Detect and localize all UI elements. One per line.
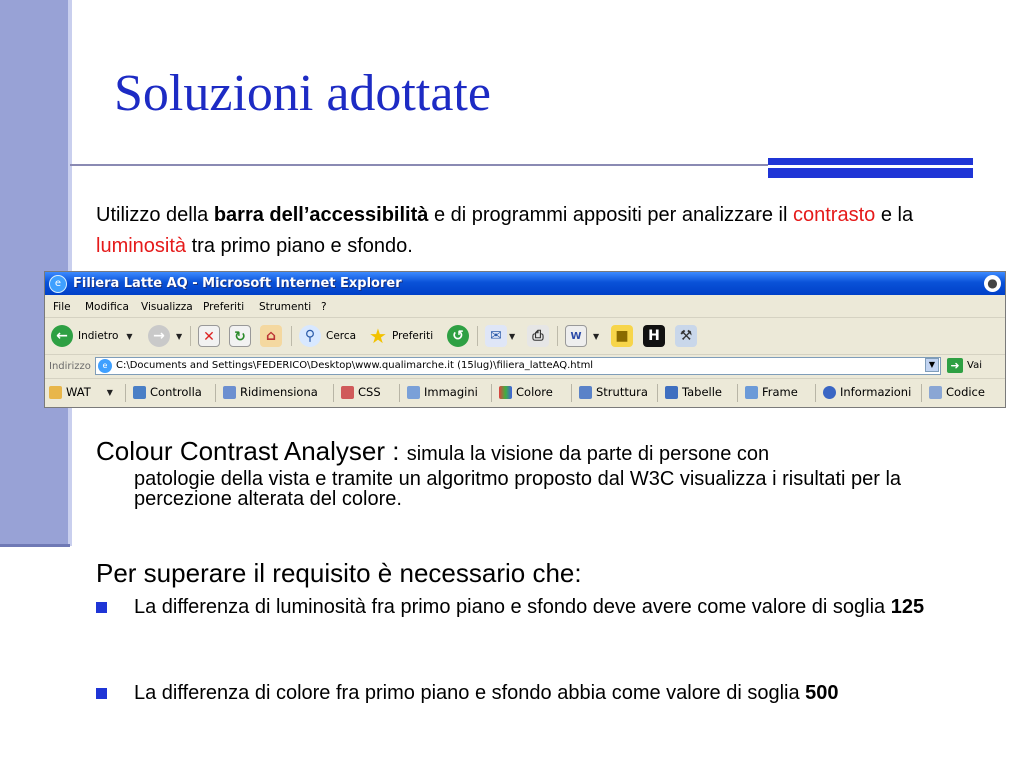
forward-arrow-icon: → (148, 325, 170, 347)
analyser-heading: Colour Contrast Analyser : (96, 436, 407, 466)
wat-toolbar (45, 379, 1005, 407)
wat-label: Tabelle (682, 385, 723, 399)
html-check-icon (133, 386, 146, 399)
intro-text: tra primo piano e sfondo. (186, 235, 413, 257)
go-label: Vai (967, 360, 982, 371)
chevron-down-icon: ▼ (176, 331, 183, 341)
menu-strumenti[interactable]: Strumenti (259, 301, 312, 313)
wat-icon (49, 386, 62, 399)
css-icon (341, 386, 354, 399)
title-rule-accent-lower (768, 168, 973, 178)
wat-tabelle-button[interactable] (665, 385, 722, 399)
requirement-heading: Per superare il requisito è necessario che: (96, 558, 582, 588)
browser-toolbar (45, 318, 1005, 355)
intro-text: e la (875, 204, 914, 226)
chevron-down-icon: ▼ (126, 331, 133, 341)
address-dropdown-button[interactable]: ▼ (925, 358, 939, 372)
title-rule (70, 164, 770, 166)
wat-label: Struttura (596, 385, 648, 399)
wat-separator (657, 384, 658, 402)
intro-bold: barra dell’accessibilità (213, 204, 429, 226)
intro-paragraph (96, 200, 916, 262)
wat-informazioni-button[interactable] (823, 385, 911, 399)
browser-menubar (45, 295, 1005, 318)
chevron-down-icon: ▼ (593, 331, 600, 341)
address-url: C:\Documents and Settings\FEDERICO\Desktop\www.qualimarche.it (15lug)\filiera_latteAQ.html (116, 360, 594, 371)
wat-label: Controlla (150, 385, 202, 399)
menu-visualizza[interactable]: Visualizza (141, 301, 193, 313)
wat-frame-button[interactable] (745, 385, 798, 399)
back-button[interactable] (51, 324, 133, 348)
back-label: Indietro (78, 330, 119, 342)
analyser-heading-line (96, 436, 769, 467)
brightness-threshold-value: 125 (890, 596, 925, 618)
wat-codice-button[interactable] (929, 385, 985, 399)
bullet-square-icon (96, 688, 107, 699)
star-icon: ★ (369, 324, 387, 348)
stop-icon: ✕ (198, 325, 220, 347)
wat-label: Frame (762, 385, 798, 399)
table-icon (665, 386, 678, 399)
wat-immagini-button[interactable] (407, 385, 478, 399)
address-bar (45, 355, 1005, 379)
menu-help[interactable]: ? (321, 301, 327, 313)
wat-separator (815, 384, 816, 402)
home-button[interactable] (260, 324, 282, 348)
h-icon: H (643, 325, 665, 347)
edit-button[interactable] (565, 324, 599, 348)
page-icon: e (98, 359, 112, 373)
structure-icon (579, 386, 592, 399)
intro-text: Utilizzo della (96, 204, 214, 226)
title-rule-accent (768, 158, 973, 165)
colour-icon (499, 386, 512, 399)
wat-label: Immagini (424, 385, 478, 399)
browser-window (44, 271, 1006, 408)
wat-css-button[interactable] (341, 385, 381, 399)
chevron-down-icon: ▼ (509, 331, 516, 341)
tools-button[interactable] (675, 324, 697, 348)
word-icon: W (565, 325, 587, 347)
favorites-label: Preferiti (392, 330, 434, 342)
wat-struttura-button[interactable] (579, 385, 648, 399)
refresh-button[interactable] (229, 324, 251, 348)
wat-label: CSS (358, 385, 381, 399)
wat-separator (571, 384, 572, 402)
search-button[interactable] (299, 324, 356, 348)
bullet-text: La differenza di colore fra primo piano e sfondo abbia come valore di soglia (134, 682, 806, 704)
intro-highlight-contrast: contrasto (793, 204, 876, 226)
wat-label: WAT (66, 385, 91, 399)
browser-titlebar (45, 272, 1005, 295)
bullet-square-icon (96, 602, 107, 613)
favorites-button[interactable] (367, 324, 433, 348)
wat-separator (215, 384, 216, 402)
print-button[interactable] (527, 324, 549, 348)
analyser-inline-text: simula la visione da parte di persone con (406, 443, 770, 465)
refresh-icon: ↻ (229, 325, 251, 347)
note-button[interactable] (611, 324, 633, 348)
search-label: Cerca (326, 330, 357, 342)
wat-label: Ridimensiona (240, 385, 318, 399)
toolbar-separator (190, 326, 191, 346)
frame-icon (745, 386, 758, 399)
search-icon: ⚲ (299, 325, 321, 347)
mail-button[interactable] (485, 324, 515, 348)
address-label: Indirizzo (49, 361, 91, 372)
bullet-text: La differenza di luminosità fra primo piano e sfondo deve avere come valore di soglia (134, 596, 891, 618)
toolbar-separator (477, 326, 478, 346)
slide-title: Soluzioni adottate (114, 65, 491, 122)
stop-button[interactable] (198, 324, 220, 348)
code-icon (929, 386, 942, 399)
wat-separator (333, 384, 334, 402)
wat-ridimensiona-button[interactable] (223, 385, 318, 399)
menu-file[interactable]: File (53, 301, 71, 313)
back-arrow-icon: ← (51, 325, 73, 347)
menu-modifica[interactable]: Modifica (85, 301, 129, 313)
analyser-description: patologie della vista e tramite un algoritmo proposto dal W3C visualizza i risultati per la percezione alterata del colore. (134, 468, 902, 510)
wat-menu-button[interactable] (49, 385, 113, 399)
history-icon: ↺ (447, 325, 469, 347)
ie-logo-icon: e (49, 275, 67, 293)
menu-preferiti[interactable]: Preferiti (203, 301, 245, 313)
wat-label: Colore (516, 385, 553, 399)
wat-separator (125, 384, 126, 402)
wat-colore-button[interactable] (499, 385, 553, 399)
note-icon: ■ (611, 325, 633, 347)
forward-button[interactable] (148, 324, 182, 348)
colour-threshold-value: 500 (805, 682, 839, 704)
browser-window-title: Filiera Latte AQ - Microsoft Internet Explorer (73, 276, 402, 291)
toolbox-icon: ⚒ (675, 325, 697, 347)
go-button[interactable] (947, 358, 982, 373)
history-button[interactable] (447, 324, 469, 348)
intro-highlight-brightness: luminosità (96, 235, 187, 257)
images-icon (407, 386, 420, 399)
wat-separator (737, 384, 738, 402)
toolbar-separator (291, 326, 292, 346)
left-accent-bottom (0, 544, 70, 547)
printer-icon: ⎙ (527, 325, 549, 347)
home-icon: ⌂ (260, 325, 282, 347)
resize-icon (223, 386, 236, 399)
chevron-down-icon: ▼ (106, 387, 113, 397)
windows-logo-icon: ● (984, 275, 1001, 292)
address-input[interactable] (95, 357, 941, 375)
go-arrow-icon: ➜ (947, 358, 963, 373)
intro-text: e di programmi appositi per analizzare il (428, 204, 793, 226)
wat-separator (491, 384, 492, 402)
wat-label: Codice (946, 385, 985, 399)
h-button[interactable] (643, 324, 665, 348)
wat-separator (921, 384, 922, 402)
toolbar-separator (557, 326, 558, 346)
info-icon (823, 386, 836, 399)
mail-icon: ✉ (485, 325, 507, 347)
wat-separator (399, 384, 400, 402)
wat-controlla-button[interactable] (133, 385, 202, 399)
wat-label: Informazioni (840, 385, 912, 399)
